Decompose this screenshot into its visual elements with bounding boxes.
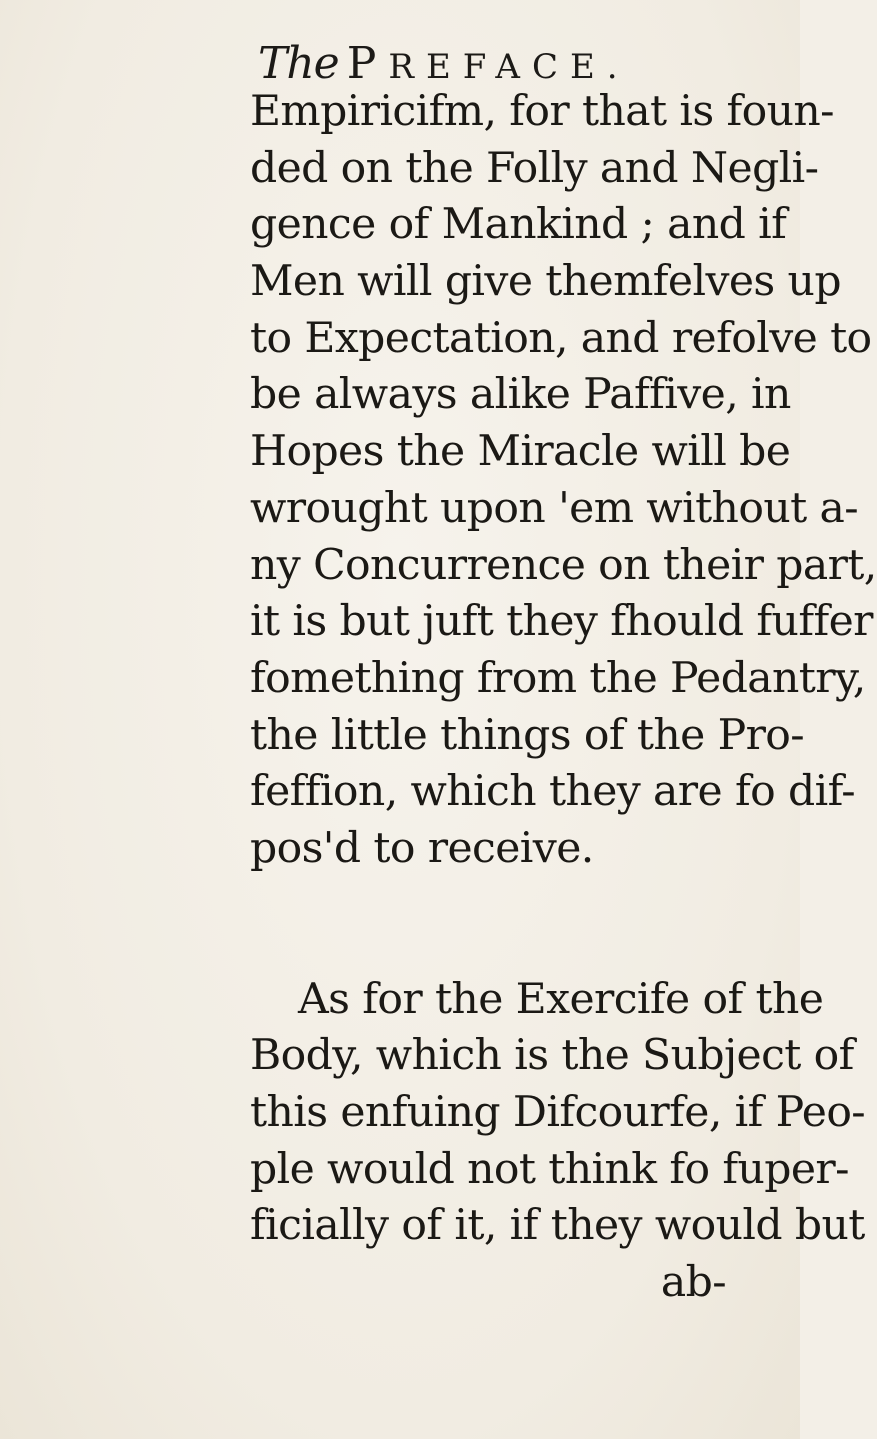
- text-line: Body, which is the Subject of: [250, 1031, 854, 1081]
- text-line: ny Concurrence on their part,: [250, 540, 877, 590]
- text-line: Empiricifm, for that is foun-: [250, 87, 834, 136]
- running-head-preface-rest: REFACE.: [388, 47, 630, 87]
- running-head: [258, 38, 678, 88]
- body-text: [250, 84, 877, 1312]
- text-line: the little things of the Pro-: [250, 710, 805, 760]
- catchword: ab-: [660, 1258, 726, 1308]
- text-line: it is but juft they fhould fuffer: [250, 597, 873, 647]
- running-head-the: The: [258, 38, 339, 89]
- running-head-preface: [346, 38, 630, 89]
- text-line: to Expectation, and refolve to: [250, 313, 872, 363]
- text-line: wrought upon 'em without a-: [250, 483, 858, 533]
- text-line: fomething from the Pedantry,: [250, 653, 866, 703]
- text-line: be always alike Paffive, in: [250, 370, 791, 420]
- text-line: ple would not think fo fuper-: [250, 1144, 849, 1194]
- text-line: As for the Exercife of the: [298, 974, 824, 1024]
- text-line: feffion, which they are fo dif-: [250, 767, 855, 817]
- text-line: gence of Mankind ; and if: [250, 200, 787, 250]
- text-line: Men will give themfelves up: [250, 257, 841, 307]
- text-line: ficially of it, if they would but: [250, 1201, 865, 1251]
- text-line: ded on the Folly and Negli-: [250, 143, 819, 193]
- running-head-preface-initial: P: [346, 38, 389, 89]
- paragraph-break: [250, 878, 810, 972]
- text-line: pos'd to receive.: [250, 823, 594, 873]
- text-line: Hopes the Miracle will be: [250, 427, 791, 477]
- text-line: this enfuing Difcourfe, if Peo-: [250, 1088, 866, 1137]
